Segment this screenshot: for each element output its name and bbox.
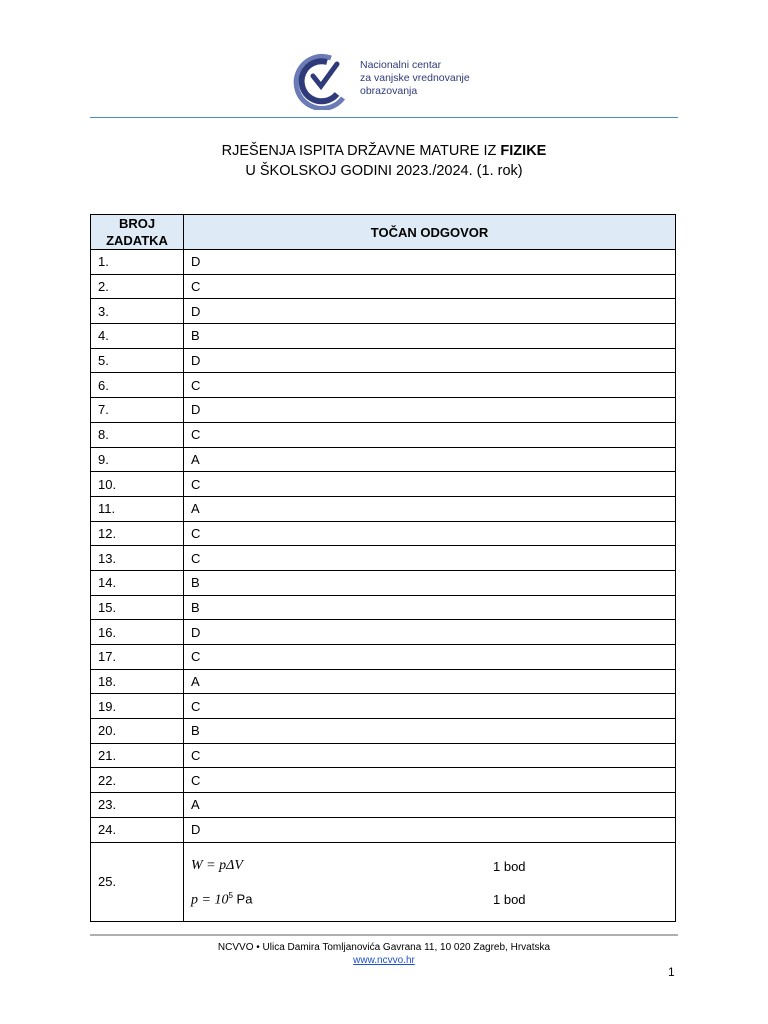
- table-row: [91, 348, 676, 373]
- row-answer: B: [184, 719, 676, 744]
- row-answer: A: [184, 496, 676, 521]
- table-row: [91, 595, 676, 620]
- row-answer: C: [184, 743, 676, 768]
- table-row: [91, 669, 676, 694]
- row-answer: C: [184, 472, 676, 497]
- footer: [90, 941, 678, 967]
- row-number: 7.: [91, 398, 184, 423]
- answers-table: [90, 214, 676, 922]
- row-answer: D: [184, 817, 676, 842]
- title-prefix: RJEŠENJA ISPITA DRŽAVNE MATURE IZ: [221, 143, 501, 159]
- row-number: 23.: [91, 793, 184, 818]
- checkmark-ring-icon: [291, 50, 357, 110]
- footer-website-link[interactable]: www.ncvvo.hr: [353, 955, 415, 966]
- row-answer: C: [184, 546, 676, 571]
- row-answer: A: [184, 669, 676, 694]
- header-task-number-line-1: BROJ: [118, 216, 156, 231]
- row-answer: B: [184, 595, 676, 620]
- row-number: 16.: [91, 620, 184, 645]
- row-answer: D: [184, 620, 676, 645]
- table-row: [91, 299, 676, 324]
- row-answer: C: [184, 274, 676, 299]
- row-number: 1.: [91, 250, 184, 275]
- table-row: [91, 546, 676, 571]
- formula-work: W = pΔV: [191, 857, 243, 873]
- row-number: 8.: [91, 422, 184, 447]
- page-number: 1: [668, 965, 675, 979]
- row-answer: B: [184, 570, 676, 595]
- formula-pressure-unit: Pa: [232, 890, 253, 906]
- logo-line-1: Nacionalni centar: [360, 59, 442, 71]
- ncvvo-logo: [291, 50, 491, 110]
- row-answer-formula: [184, 842, 676, 921]
- row-number: 13.: [91, 546, 184, 571]
- row-number: 14.: [91, 570, 184, 595]
- header-correct-answer: TOČAN ODGOVOR: [184, 215, 676, 250]
- row-answer: D: [184, 299, 676, 324]
- table-header-row: [91, 215, 676, 250]
- table-row: [91, 274, 676, 299]
- table-row: [91, 496, 676, 521]
- table-row: [91, 472, 676, 497]
- row-answer: C: [184, 422, 676, 447]
- table-row: [91, 768, 676, 793]
- row-answer: B: [184, 324, 676, 349]
- title-line-2: U ŠKOLSKOJ GODINI 2023./2024. (1. rok): [245, 163, 523, 179]
- table-row: [91, 793, 676, 818]
- table-row-25: [91, 842, 676, 921]
- points-2: 1 bod: [493, 891, 526, 907]
- table-row: [91, 620, 676, 645]
- table-row: [91, 422, 676, 447]
- formula-pressure-eq: = 10: [198, 891, 229, 907]
- row-number: 12.: [91, 521, 184, 546]
- formula-pressure-exp: 5: [228, 890, 233, 900]
- row-number: 17.: [91, 645, 184, 670]
- table-row: [91, 447, 676, 472]
- row-number: 4.: [91, 324, 184, 349]
- header-divider: [90, 117, 678, 118]
- row-number: 11.: [91, 496, 184, 521]
- row-number: 3.: [91, 299, 184, 324]
- table-body: [91, 250, 676, 843]
- row-answer: C: [184, 373, 676, 398]
- table-row: [91, 817, 676, 842]
- table-row: [91, 521, 676, 546]
- table-row: [91, 324, 676, 349]
- table-row: [91, 645, 676, 670]
- row-answer: C: [184, 694, 676, 719]
- title-line-1: [90, 141, 678, 161]
- row-answer: C: [184, 768, 676, 793]
- row-answer: A: [184, 793, 676, 818]
- row-number: 25.: [91, 842, 184, 921]
- footer-divider: [90, 934, 678, 936]
- footer-address: NCVVO • Ulica Damira Tomljanovića Gavrana 11, 10 020 Zagreb, Hrvatska: [217, 942, 551, 953]
- table-row: [91, 398, 676, 423]
- table-row: [91, 250, 676, 275]
- logo-line-3: obrazovanja: [360, 85, 418, 97]
- header-task-number-line-2: ZADATKA: [106, 233, 168, 248]
- logo-text: [360, 59, 470, 98]
- row-number: 24.: [91, 817, 184, 842]
- formula-pressure-var: p: [191, 891, 198, 907]
- row-number: 6.: [91, 373, 184, 398]
- row-number: 2.: [91, 274, 184, 299]
- row-number: 15.: [91, 595, 184, 620]
- row-number: 22.: [91, 768, 184, 793]
- table-row: [91, 719, 676, 744]
- table-row: [91, 694, 676, 719]
- row-answer: A: [184, 447, 676, 472]
- title-subject: FIZIKE: [500, 143, 547, 159]
- row-answer: D: [184, 348, 676, 373]
- table-row: [91, 743, 676, 768]
- row-number: 10.: [91, 472, 184, 497]
- table-row: [91, 373, 676, 398]
- row-answer: C: [184, 645, 676, 670]
- row-answer: D: [184, 398, 676, 423]
- row-number: 18.: [91, 669, 184, 694]
- row-number: 19.: [91, 694, 184, 719]
- table-row: [91, 570, 676, 595]
- row-answer: C: [184, 521, 676, 546]
- header-task-number: [91, 215, 184, 250]
- points-1: 1 bod: [493, 858, 526, 874]
- row-number: 21.: [91, 743, 184, 768]
- row-number: 5.: [91, 348, 184, 373]
- formula-pressure: [191, 891, 252, 908]
- row-number: 9.: [91, 447, 184, 472]
- logo-line-2: za vanjske vrednovanje: [360, 72, 470, 84]
- row-answer: D: [184, 250, 676, 275]
- page-title: [90, 141, 678, 181]
- row-number: 20.: [91, 719, 184, 744]
